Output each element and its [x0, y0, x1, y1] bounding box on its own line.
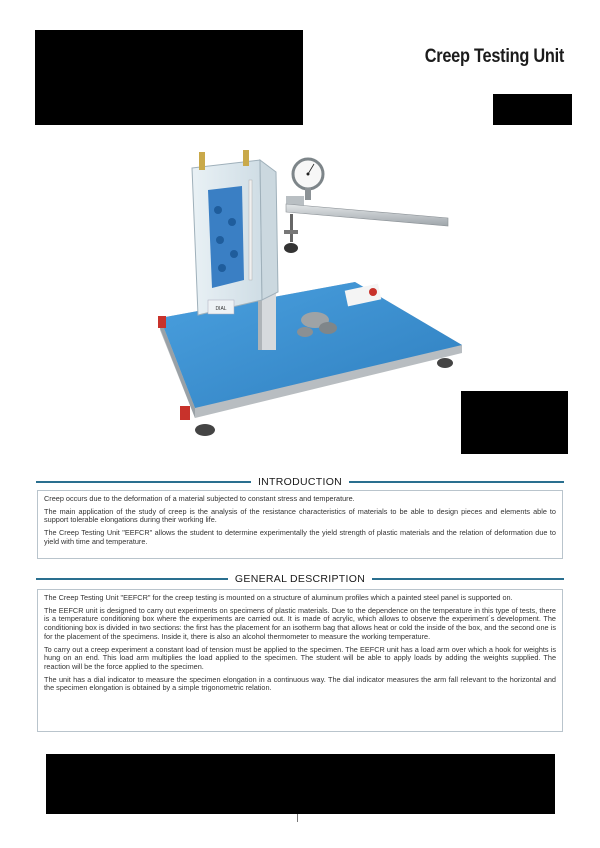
logo-redaction-block [35, 30, 303, 125]
introduction-heading [36, 473, 564, 491]
heading-rule-right [372, 578, 564, 580]
description-paragraph: The EEFCR unit is designed to carry out experiments on specimens of plastic materials. Due to the dependence on the temperature in this type of tests, there is a temperature conditioning box where the experiments are carried out. It is made of acrylic, which allows to observe the experiment´s development. The conditioning box is divided in two sections: the first has the placement for an isotherm bag that allows heat or cold the inside of the box, and the second one is for the placement of the specimens. Inside it, there is also an alcohol thermometer to measure the working temperature. [44, 605, 556, 641]
introduction-text-box [37, 490, 563, 559]
general-description-heading-label: GENERAL DESCRIPTION [234, 573, 366, 585]
foot-left [195, 424, 215, 436]
page-title: Creep Testing Unit [424, 46, 564, 67]
introduction-paragraph: The Creep Testing Unit "EEFCR" allows the student to determine experimentally the yield strength of plastic materials and the relation of deformation due to yield with time and temperature. [44, 528, 556, 546]
product-photo [150, 150, 470, 445]
code-redaction-block [493, 94, 572, 125]
page-mark [297, 814, 298, 822]
introduction-heading-label: INTRODUCTION [257, 476, 343, 488]
description-paragraph: The Creep Testing Unit "EEFCR" for the creep testing is mounted on a structure of aluminum profiles which a painted steel panel is supported on. [44, 593, 513, 602]
general-description-heading [36, 570, 564, 588]
isotherm-bag [208, 186, 244, 288]
side-redaction-block [461, 391, 568, 454]
general-description-text-box [37, 589, 563, 732]
heading-rule-left [36, 481, 251, 483]
heading-rule-left [36, 578, 228, 580]
heading-rule-right [349, 481, 564, 483]
footer-redaction-block [46, 754, 555, 814]
foot-right [437, 358, 453, 368]
knob-left [199, 152, 205, 170]
description-paragraph: The unit has a dial indicator to measure the specimen elongation in a continuous way. The dial indicator measures the arm fall relevant to the horizontal and the specimen elongation is obtained by a simple trigonometric relation. [44, 674, 556, 693]
knob-right [243, 150, 249, 166]
red-cap-front [158, 316, 166, 328]
load-arm [286, 204, 448, 226]
box-label: DIAL [215, 306, 227, 312]
thermometer [249, 180, 252, 280]
introduction-paragraph: The main application of the study of creep is the analysis of the resistance characteristics of materials to be able to design pieces and elements able to support tolerable elongations during their working life. [44, 506, 556, 525]
introduction-paragraph: Creep occurs due to the deformation of a material subjected to constant stress and temperature. [44, 494, 355, 503]
description-paragraph: To carry out a creep experiment a constant load of tension must be applied to the specimen. The EEFCR unit has a load arm over which a hook for weights is hung on an end. This load arm multiplies the load applied to the specimen. The student will be able to apply loads by adding the weights supplied. The reaction will be the force applied to the specimen. [44, 644, 556, 671]
red-cap-left [180, 406, 190, 420]
weight-hook [290, 214, 293, 242]
